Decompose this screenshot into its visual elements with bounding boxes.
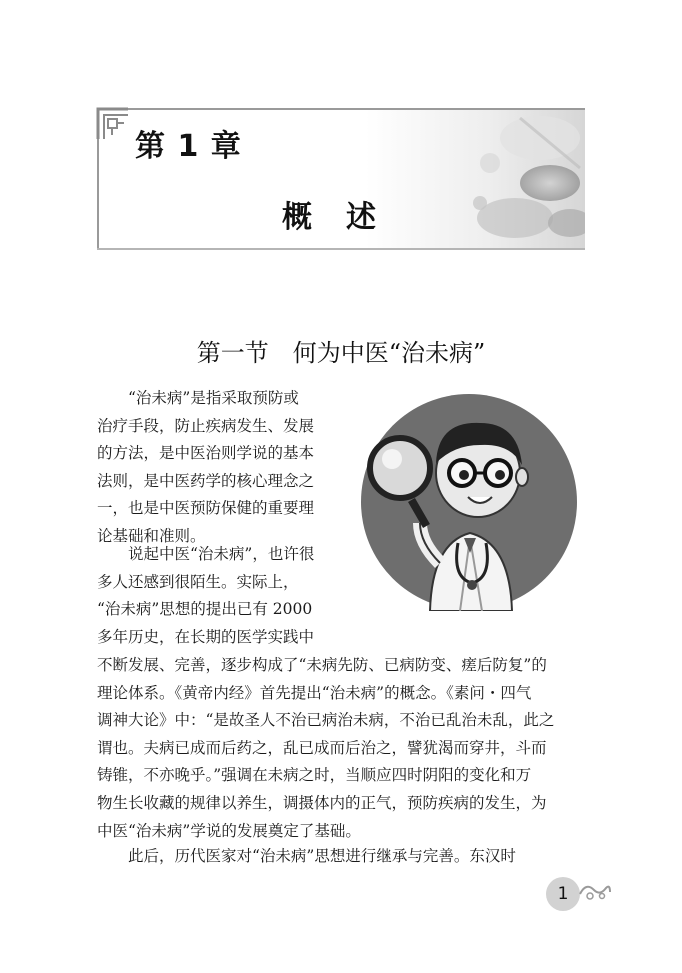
paragraph-2 — [97, 541, 342, 651]
chapter-title: 概述 — [282, 200, 410, 235]
paragraph-line: 不断发展、完善，逐步构成了“未病先防、已病防变、瘥后防复”的 — [97, 656, 547, 674]
paragraph-line: 铸锥，不亦晚乎。”强调在未病之时，当顺应四时阴阳的变化和万 — [97, 766, 532, 785]
banner-border-left — [97, 134, 99, 250]
paragraph-line: “治未病”思想的提出已有 2000 — [97, 600, 313, 619]
section-heading — [0, 333, 682, 368]
paragraph-line: 一，也是中医预防保健的重要理 — [97, 499, 315, 518]
banner-border-bottom — [97, 248, 585, 250]
section-number: 第一节 — [196, 339, 269, 367]
paragraph-line: 多人还感到很陌生。实际上， — [97, 572, 299, 591]
paragraph-line: 的方法，是中医治则学说的基本 — [97, 444, 315, 463]
section-title: 何为中医“治未病” — [292, 339, 486, 367]
paragraph-line: 说起中医“治未病”，也许很 — [128, 545, 315, 563]
paragraph-line: 此后，历代医家对“治未病”思想进行继承与完善。东汉时 — [128, 847, 516, 865]
chapter-number: 第 1 章 — [135, 129, 242, 164]
paragraph-1 — [97, 385, 342, 551]
paragraph-3 — [97, 843, 587, 871]
cartoon-doctor-magnifier-icon — [360, 393, 578, 611]
banner-border-top — [124, 108, 585, 110]
paragraph-line: 治疗手段，防止疾病发生、发展 — [97, 416, 315, 435]
banner-herbal-photo — [420, 108, 585, 248]
paragraph-line: “治未病”是指采取预防或 — [128, 389, 299, 407]
paragraph-line: 物生长收藏的规律以养生，调摄体内的正气，预防疾病的发生，为 — [97, 793, 547, 812]
paragraph-line: 理论体系。《黄帝内经》首先提出“治未病”的概念。《素问・四气 — [97, 683, 532, 702]
cloud-swirl-ornament-icon — [578, 880, 612, 904]
paragraph-line: 论基础和准则。 — [97, 526, 206, 545]
paragraph-line: 法则，是中医药学的核心理念之 — [97, 471, 315, 490]
paragraph-line: 多年历史，在长期的医学实践中 — [97, 627, 315, 646]
paragraph-line: 中医“治未病”学说的发展奠定了基础。 — [97, 821, 361, 840]
paragraph-line: 谓也。夫病已成而后药之，乱已成而后治之，譬犹渴而穿井，斗而 — [97, 738, 547, 757]
paragraph-2-continued — [97, 652, 587, 845]
chinese-corner-ornament-icon — [96, 107, 130, 141]
page-number: 1 — [557, 884, 569, 904]
paragraph-line: 调神大论》中：“是故圣人不治已病治未病，不治已乱治未乱，此之 — [97, 711, 555, 730]
